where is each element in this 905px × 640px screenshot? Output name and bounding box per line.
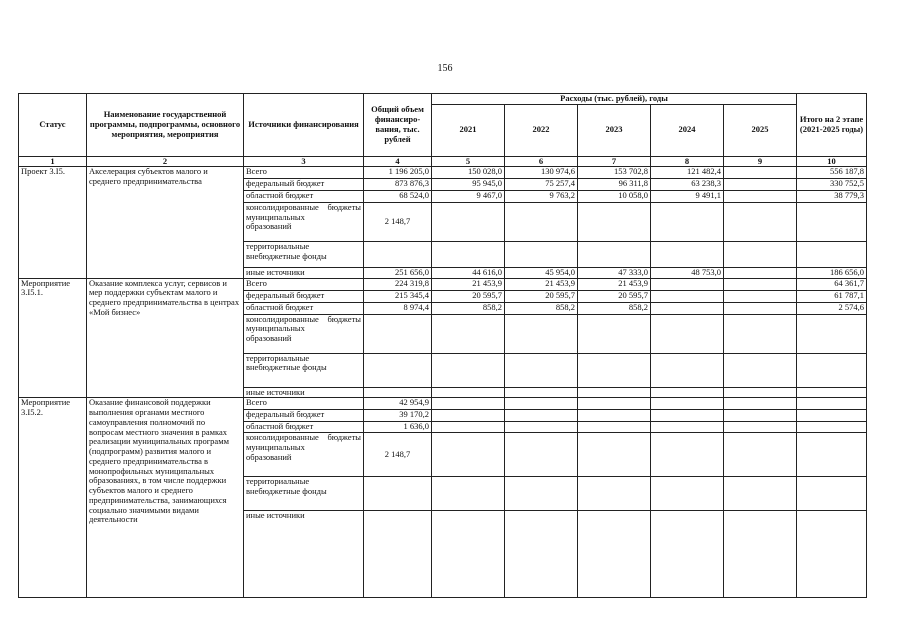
source-cell: территориальные внебюджетные фонды — [244, 241, 364, 267]
source-cell: Всего — [244, 166, 364, 178]
total-cell: 215 345,4 — [364, 290, 432, 302]
year-value-cell: 48 753,0 — [651, 267, 724, 278]
itog-cell: 61 787,1 — [797, 290, 867, 302]
year-value-cell: 20 595,7 — [505, 290, 578, 302]
year-value-cell — [651, 241, 724, 267]
itog-cell — [797, 387, 867, 398]
total-cell — [364, 477, 432, 511]
total-cell — [364, 511, 432, 598]
year-value-cell — [724, 477, 797, 511]
year-value-cell — [505, 410, 578, 422]
source-cell — [244, 202, 364, 241]
itog-cell — [797, 433, 867, 477]
page-number: 156 — [437, 63, 453, 74]
status-cell: Проект 3.I5. — [19, 166, 87, 278]
year-value-cell — [651, 314, 724, 353]
year-value-cell — [578, 433, 651, 477]
total-cell — [364, 353, 432, 387]
year-value-cell — [432, 477, 505, 511]
column-number: 1 — [19, 156, 87, 166]
year-value-cell: 9 467,0 — [432, 190, 505, 202]
year-value-cell — [651, 290, 724, 302]
year-value-cell — [651, 410, 724, 422]
year-value-cell — [505, 241, 578, 267]
column-number: 10 — [797, 156, 867, 166]
year-value-cell — [651, 422, 724, 433]
year-value-cell — [432, 241, 505, 267]
year-value-cell — [724, 398, 797, 410]
source-cell: Всего — [244, 278, 364, 290]
year-value-cell: 95 945,0 — [432, 178, 505, 190]
source-text: консолидированные бюджеты муниципальных — [246, 432, 361, 453]
itog-cell — [797, 241, 867, 267]
source-cell: иные источники — [244, 267, 364, 278]
total-cell: 873 876,3 — [364, 178, 432, 190]
year-value-cell — [432, 314, 505, 353]
year-value-cell: 153 702,8 — [578, 166, 651, 178]
year-value-cell — [578, 241, 651, 267]
year-value-cell — [724, 387, 797, 398]
column-number: 7 — [578, 156, 651, 166]
year-value-cell — [505, 422, 578, 433]
year-value-cell — [505, 353, 578, 387]
year-value-cell — [651, 278, 724, 290]
year-value-cell — [578, 422, 651, 433]
year-value-cell — [724, 410, 797, 422]
year-value-cell — [724, 190, 797, 202]
year-value-cell — [432, 433, 505, 477]
year-value-cell — [724, 267, 797, 278]
column-number: 2 — [87, 156, 244, 166]
year-value-cell: 44 616,0 — [432, 267, 505, 278]
source-text: образований — [246, 451, 292, 462]
year-value-cell — [432, 422, 505, 433]
itog-cell — [797, 314, 867, 353]
year-value-cell — [505, 511, 578, 598]
year-value-cell — [651, 302, 724, 314]
source-cell: территориальные внебюджетные фонды — [244, 477, 364, 511]
source-cell: Всего — [244, 398, 364, 410]
year-value-cell — [651, 202, 724, 241]
year-value-cell — [505, 314, 578, 353]
year-value-cell — [724, 202, 797, 241]
year-value-cell: 63 238,3 — [651, 178, 724, 190]
itog-cell — [797, 398, 867, 410]
header-total: Общий объем финансиро-вания, тыс. рублей — [364, 94, 432, 157]
column-number: 4 — [364, 156, 432, 166]
year-value-cell — [432, 511, 505, 598]
year-value-cell — [724, 278, 797, 290]
source-cell — [244, 433, 364, 477]
total-cell: 39 170,2 — [364, 410, 432, 422]
year-value-cell — [432, 202, 505, 241]
itog-cell — [797, 511, 867, 598]
year-value-cell: 21 453,9 — [432, 278, 505, 290]
itog-cell — [797, 410, 867, 422]
year-value-cell: 45 954,0 — [505, 267, 578, 278]
source-cell: федеральный бюджет — [244, 410, 364, 422]
year-value-cell: 858,2 — [432, 302, 505, 314]
financing-table — [18, 93, 867, 598]
year-value-cell: 75 257,4 — [505, 178, 578, 190]
header-name: Наименование государственной программы, подпрограммы, основного мероприятия, мероприятия — [87, 94, 244, 157]
total-cell: 68 524,0 — [364, 190, 432, 202]
table-row — [19, 166, 867, 178]
column-number: 8 — [651, 156, 724, 166]
total-cell: 1 636,0 — [364, 422, 432, 433]
year-value-cell — [651, 387, 724, 398]
table-row — [19, 398, 867, 410]
column-number: 9 — [724, 156, 797, 166]
year-value-cell — [578, 314, 651, 353]
year-value-cell — [724, 241, 797, 267]
year-value-cell — [505, 398, 578, 410]
total-cell — [364, 387, 432, 398]
year-value-cell — [651, 398, 724, 410]
itog-cell — [797, 353, 867, 387]
source-text: образований — [246, 333, 292, 344]
year-value-cell: 21 453,9 — [578, 278, 651, 290]
year-value-cell — [651, 353, 724, 387]
year-value-cell: 130 974,6 — [505, 166, 578, 178]
total-cell: 8 974,4 — [364, 302, 432, 314]
year-value-cell: 858,2 — [505, 302, 578, 314]
year-value-cell — [578, 387, 651, 398]
year-value-cell — [724, 433, 797, 477]
year-value-cell — [505, 477, 578, 511]
source-cell: областной бюджет — [244, 190, 364, 202]
column-number: 3 — [244, 156, 364, 166]
year-value-cell — [432, 353, 505, 387]
year-value-cell — [505, 202, 578, 241]
year-value-cell: 10 058,0 — [578, 190, 651, 202]
year-value-cell — [724, 353, 797, 387]
table-body — [19, 166, 867, 598]
itog-cell — [797, 477, 867, 511]
year-value-cell: 121 482,4 — [651, 166, 724, 178]
itog-cell: 38 779,3 — [797, 190, 867, 202]
year-value-cell: 96 311,8 — [578, 178, 651, 190]
column-number: 6 — [505, 156, 578, 166]
column-number: 5 — [432, 156, 505, 166]
name-cell: Оказание комплекса услуг, сервисов и мер поддержки субъектам малого и среднего предпринимательства в центрах «Мой бизнес» — [87, 278, 244, 398]
year-value-cell — [578, 353, 651, 387]
year-value-cell — [651, 477, 724, 511]
itog-cell: 330 752,5 — [797, 178, 867, 190]
header-sources: Источники финансирования — [244, 94, 364, 157]
header-year: 2025 — [724, 104, 797, 156]
table-header — [19, 94, 867, 167]
year-value-cell — [432, 410, 505, 422]
year-value-cell — [578, 410, 651, 422]
year-value-cell: 20 595,7 — [432, 290, 505, 302]
year-value-cell — [432, 387, 505, 398]
source-text: консолидированные бюджеты муниципальных — [246, 202, 361, 222]
table-row — [19, 278, 867, 290]
itog-cell: 556 187,8 — [797, 166, 867, 178]
total-cell: 2 148,7 — [364, 202, 432, 241]
year-value-cell — [432, 398, 505, 410]
itog-cell: 186 656,0 — [797, 267, 867, 278]
itog-cell: 2 574,6 — [797, 302, 867, 314]
year-value-cell — [651, 511, 724, 598]
header-expenses: Расходы (тыс. рублей), годы — [432, 94, 797, 105]
header-itog: Итого на 2 этапе (2021-2025 годы) — [797, 94, 867, 157]
year-value-cell — [578, 202, 651, 241]
year-value-cell: 9 491,1 — [651, 190, 724, 202]
year-value-cell — [724, 422, 797, 433]
source-cell: иные источники — [244, 387, 364, 398]
source-cell: иные источники — [244, 511, 364, 598]
name-cell: Акселерация субъектов малого и среднего предпринимательства — [87, 166, 244, 278]
total-cell: 251 656,0 — [364, 267, 432, 278]
itog-cell — [797, 422, 867, 433]
total-cell: 1 196 205,0 — [364, 166, 432, 178]
total-cell: 42 954,9 — [364, 398, 432, 410]
status-cell: Мероприятие 3.I5.2. — [19, 398, 87, 598]
source-cell: областной бюджет — [244, 422, 364, 433]
source-cell: федеральный бюджет — [244, 178, 364, 190]
year-value-cell — [578, 477, 651, 511]
year-value-cell: 47 333,0 — [578, 267, 651, 278]
year-value-cell: 858,2 — [578, 302, 651, 314]
year-value-cell: 21 453,9 — [505, 278, 578, 290]
year-value-cell — [724, 290, 797, 302]
year-value-cell — [578, 398, 651, 410]
total-cell — [364, 241, 432, 267]
year-value-cell — [724, 178, 797, 190]
status-cell: Мероприятие 3.I5.1. — [19, 278, 87, 398]
year-value-cell — [724, 166, 797, 178]
total-cell — [364, 314, 432, 353]
source-text: консолидированные бюджеты муниципальных — [246, 314, 361, 334]
header-year: 2021 — [432, 104, 505, 156]
header-year: 2023 — [578, 104, 651, 156]
header-year: 2022 — [505, 104, 578, 156]
total-cell: 224 319,8 — [364, 278, 432, 290]
year-value-cell — [578, 511, 651, 598]
year-value-cell: 150 028,0 — [432, 166, 505, 178]
source-cell: областной бюджет — [244, 302, 364, 314]
header-year: 2024 — [651, 104, 724, 156]
source-cell: федеральный бюджет — [244, 290, 364, 302]
year-value-cell — [505, 433, 578, 477]
total-cell: 2 148,7 — [364, 433, 432, 477]
year-value-cell — [724, 511, 797, 598]
source-cell — [244, 314, 364, 353]
year-value-cell: 20 595,7 — [578, 290, 651, 302]
source-text: образований — [246, 221, 292, 232]
year-value-cell — [505, 387, 578, 398]
name-cell: Оказание финансовой поддержки выполнения органами местного самоуправления полномочий по вопросам местного значения в рамках реализации муниципальных программ (подпрограмм) развития малого и среднего предпринимательства в монопрофильных муниципальных образованиях, в том числе поддержки субъектов малого и среднего предпринимательства, занимающихся социально значимыми видами деятельности — [87, 398, 244, 598]
itog-cell — [797, 202, 867, 241]
column-numbers-row — [19, 156, 867, 166]
year-value-cell: 9 763,2 — [505, 190, 578, 202]
year-value-cell — [724, 302, 797, 314]
year-value-cell — [651, 433, 724, 477]
source-cell: территориальные внебюджетные фонды — [244, 353, 364, 387]
header-status: Статус — [19, 94, 87, 157]
itog-cell: 64 361,7 — [797, 278, 867, 290]
year-value-cell — [724, 314, 797, 353]
